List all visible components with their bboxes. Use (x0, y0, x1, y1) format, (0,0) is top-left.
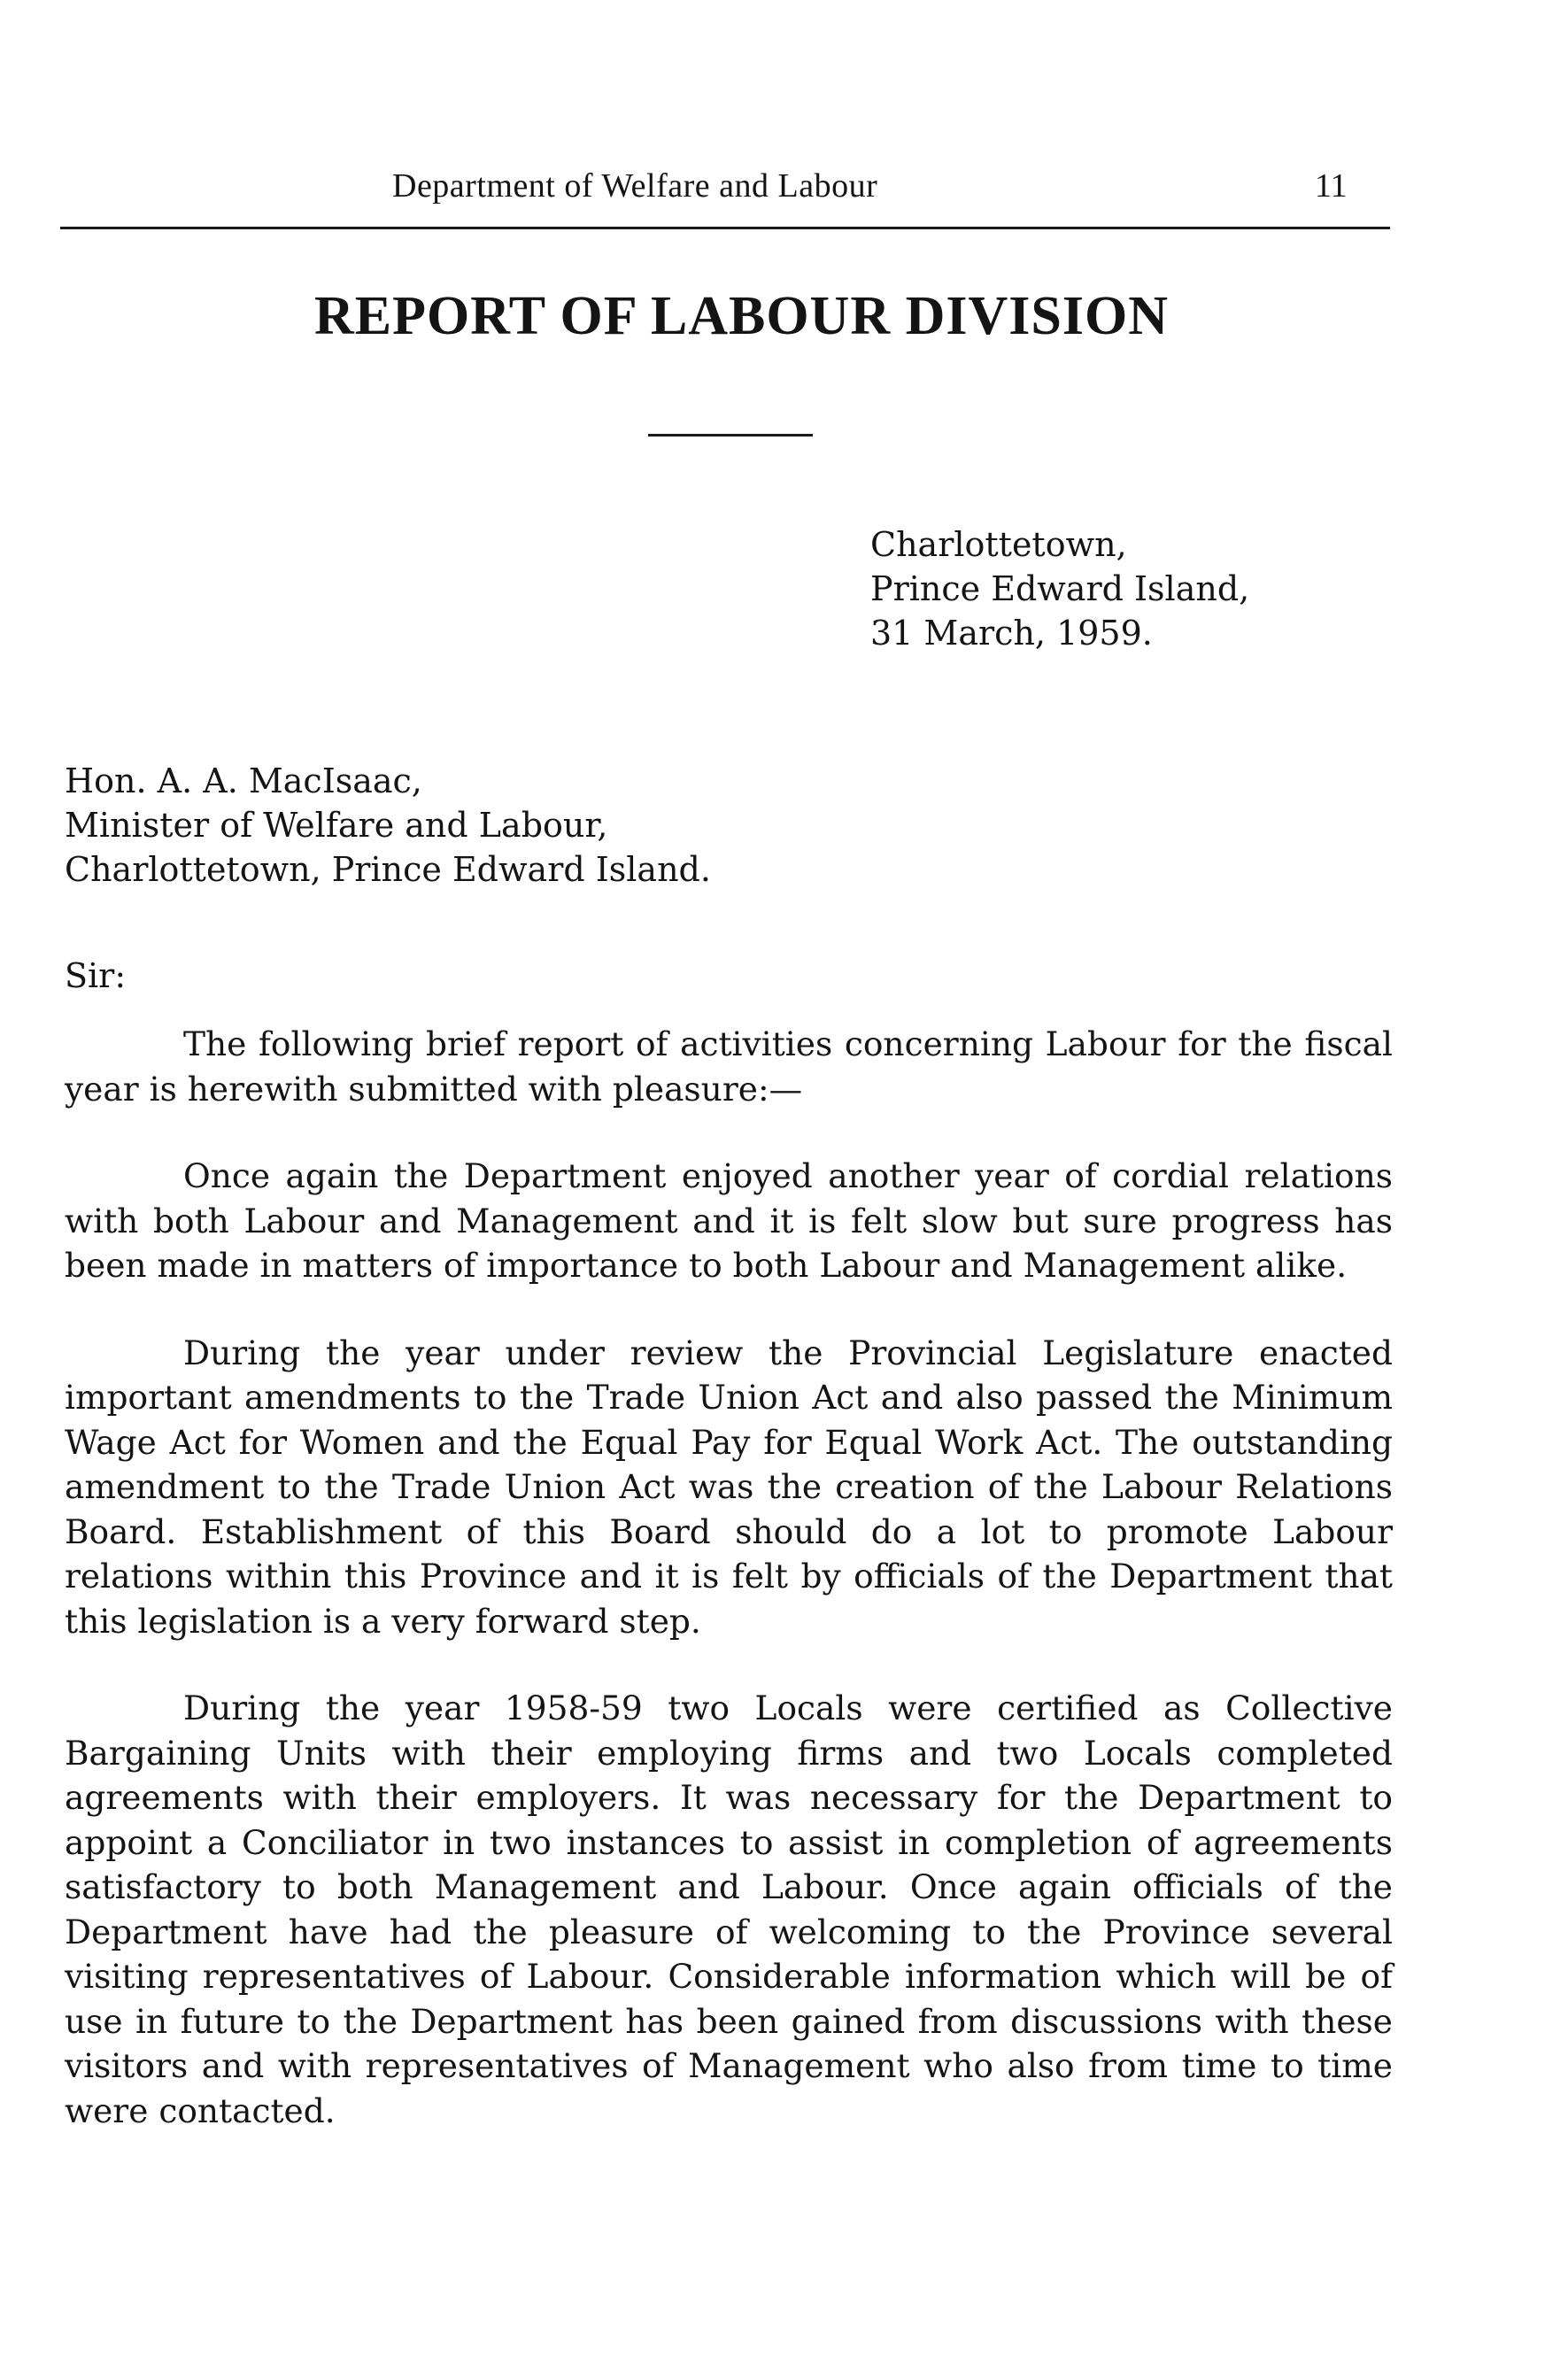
dateline (870, 522, 1249, 655)
addressee-title: Minister of Welfare and Labour, (65, 806, 608, 845)
dateline-province: Prince Edward Island, (870, 569, 1250, 608)
paragraph-relations: Once again the Department enjoyed another year of cordial relations with both Labour and Management and it is felt slow but sure progress has been made in matters of importance to both Labour and Management alike. (65, 1156, 1393, 1285)
addressee-name: Hon. A. A. MacIsaac, (65, 761, 422, 800)
dateline-city: Charlottetown, (870, 525, 1127, 564)
paragraph-bargaining: During the year 1958-59 two Locals were certified as Collective Bargaining Units with their employing firms and two Locals completed agreements with their employers. It was necessary for the Department to appoint a Conciliator in two instances to assist in completion of agreements satisfactory to both Management and Labour. Once again officials of the Department have had the pleasure of welcoming to the Province several visiting representatives of Labour. Considerable information which will be of use in future to the Department has been gained from discussions with these visitors and with representatives of Management who also from time to time were contacted. (65, 1688, 1393, 2130)
report-title: REPORT OF LABOUR DIVISION (313, 286, 1170, 346)
addressee-location: Charlottetown, Prince Edward Island. (65, 850, 711, 889)
paragraph-legislation: During the year under review the Provincial Legislature enacted important amendments to the Trade Union Act and also passed the Minimum Wage Act for Women and the Equal Pay for Equal Work Act. The outstanding amendment to the Trade Union Act was the creation of the Labour Relations Board. Establishment of this Board should do a lot to promote Labour relations within this Province and it is felt by officials of the Department that this legislation is a very forward step. (65, 1333, 1393, 1641)
report-body (65, 1022, 1393, 2133)
paragraph-intro: The following brief report of activities concerning Labour for the fiscal year is herewith submitted with pleasure:— (65, 1024, 1393, 1109)
page-number: 11 (1315, 167, 1348, 205)
addressee-block (65, 759, 711, 892)
dateline-date: 31 March, 1959. (870, 614, 1153, 653)
header-rule (60, 227, 1390, 229)
salutation: Sir: (65, 956, 127, 995)
running-header-title: Department of Welfare and Labour (392, 167, 878, 205)
title-divider (648, 434, 813, 437)
